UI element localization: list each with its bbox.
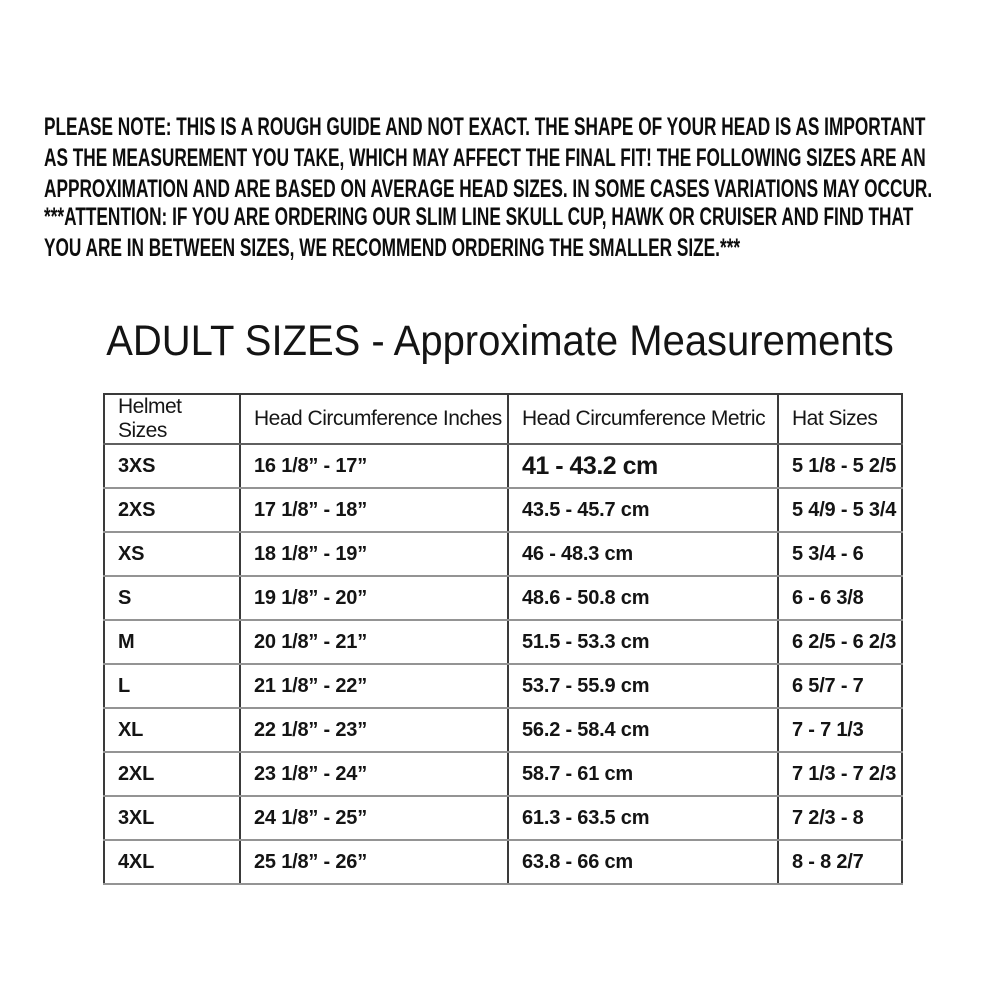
column-header-inches: Head Circumference Inches — [240, 394, 508, 444]
note-line: YOU ARE IN BETWEEN SIZES, WE RECOMMEND ORDERING THE SMALLER SIZE.*** — [44, 234, 741, 262]
note-line: APPROXIMATION AND ARE BASED ON AVERAGE HEAD SIZES. IN SOME CASES VARIATIONS MAY OCCUR. — [44, 175, 933, 203]
cell-hat-size: 7 - 7 1/3 — [778, 708, 902, 752]
cell-helmet-size: 3XS — [104, 444, 240, 488]
cell-hat-size: 7 1/3 - 7 2/3 — [778, 752, 902, 796]
cell-helmet-size: M — [104, 620, 240, 664]
column-header-helmet-sizes: Helmet Sizes — [104, 394, 240, 444]
cell-hat-size: 5 1/8 - 5 2/5 — [778, 444, 902, 488]
please-note-paragraph — [44, 112, 932, 205]
table-row — [104, 444, 902, 488]
cell-metric-range: 41 - 43.2 cm — [508, 444, 778, 488]
cell-helmet-size: 3XL — [104, 796, 240, 840]
cell-hat-size: 6 2/5 - 6 2/3 — [778, 620, 902, 664]
cell-metric-range: 43.5 - 45.7 cm — [508, 488, 778, 532]
cell-helmet-size: L — [104, 664, 240, 708]
cell-inches-range: 25 1/8” - 26” — [240, 840, 508, 884]
cell-helmet-size: XS — [104, 532, 240, 576]
cell-inches-range: 20 1/8” - 21” — [240, 620, 508, 664]
table-row — [104, 620, 902, 664]
cell-metric-range: 48.6 - 50.8 cm — [508, 576, 778, 620]
column-header-metric: Head Circumference Metric — [508, 394, 778, 444]
cell-helmet-size: 4XL — [104, 840, 240, 884]
table-row — [104, 664, 902, 708]
note-line: PLEASE NOTE: THIS IS A ROUGH GUIDE AND NOT EXACT. THE SHAPE OF YOUR HEAD IS AS IMPORTANT — [44, 113, 926, 141]
attention-paragraph — [44, 202, 913, 264]
cell-inches-range: 21 1/8” - 22” — [240, 664, 508, 708]
cell-helmet-size: XL — [104, 708, 240, 752]
cell-metric-range: 63.8 - 66 cm — [508, 840, 778, 884]
cell-hat-size: 6 - 6 3/8 — [778, 576, 902, 620]
column-header-hat-sizes: Hat Sizes — [778, 394, 902, 444]
page-title: ADULT SIZES - Approximate Measurements — [106, 317, 894, 365]
table-row — [104, 752, 902, 796]
size-table-body — [104, 444, 902, 884]
table-row — [104, 796, 902, 840]
cell-hat-size: 5 3/4 - 6 — [778, 532, 902, 576]
cell-helmet-size: S — [104, 576, 240, 620]
cell-inches-range: 19 1/8” - 20” — [240, 576, 508, 620]
cell-metric-range: 46 - 48.3 cm — [508, 532, 778, 576]
cell-helmet-size: 2XS — [104, 488, 240, 532]
cell-inches-range: 23 1/8” - 24” — [240, 752, 508, 796]
table-row — [104, 576, 902, 620]
cell-metric-range: 56.2 - 58.4 cm — [508, 708, 778, 752]
note-line: ***ATTENTION: IF YOU ARE ORDERING OUR SLIM LINE SKULL CUP, HAWK OR CRUISER AND FIND THAT — [44, 203, 914, 231]
cell-inches-range: 18 1/8” - 19” — [240, 532, 508, 576]
cell-hat-size: 5 4/9 - 5 3/4 — [778, 488, 902, 532]
adult-sizes-table — [103, 393, 903, 885]
table-row — [104, 488, 902, 532]
table-row — [104, 532, 902, 576]
cell-inches-range: 24 1/8” - 25” — [240, 796, 508, 840]
table-header-row — [104, 394, 902, 444]
cell-metric-range: 61.3 - 63.5 cm — [508, 796, 778, 840]
cell-metric-range: 53.7 - 55.9 cm — [508, 664, 778, 708]
table-row — [104, 840, 902, 884]
cell-hat-size: 6 5/7 - 7 — [778, 664, 902, 708]
cell-hat-size: 8 - 8 2/7 — [778, 840, 902, 884]
cell-inches-range: 22 1/8” - 23” — [240, 708, 508, 752]
note-line: AS THE MEASUREMENT YOU TAKE, WHICH MAY AFFECT THE FINAL FIT! THE FOLLOWING SIZES ARE AN — [44, 144, 926, 172]
table-row — [104, 708, 902, 752]
cell-inches-range: 17 1/8” - 18” — [240, 488, 508, 532]
cell-metric-range: 58.7 - 61 cm — [508, 752, 778, 796]
cell-inches-range: 16 1/8” - 17” — [240, 444, 508, 488]
cell-helmet-size: 2XL — [104, 752, 240, 796]
cell-metric-range: 51.5 - 53.3 cm — [508, 620, 778, 664]
cell-hat-size: 7 2/3 - 8 — [778, 796, 902, 840]
